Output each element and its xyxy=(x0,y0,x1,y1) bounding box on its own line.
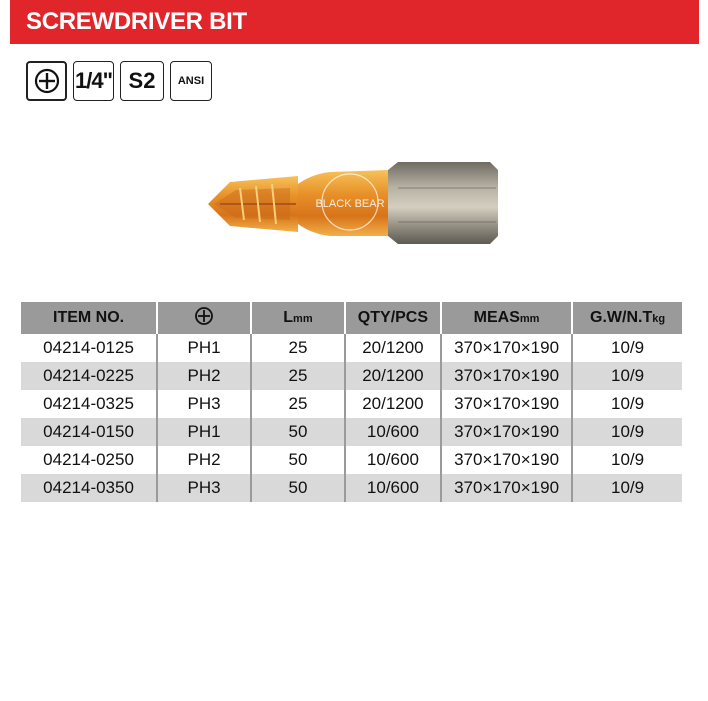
cell-meas: 370×170×190 xyxy=(441,418,572,446)
table-row xyxy=(21,362,682,390)
header-qty: QTY/PCS xyxy=(345,302,441,334)
material-badge: S2 xyxy=(120,61,164,101)
drive-size-badge: 1/4" xyxy=(73,61,114,101)
cell-item: 04214-0250 xyxy=(43,450,134,469)
cell-type: PH1 xyxy=(157,418,251,446)
cell-type: PH1 xyxy=(157,334,251,362)
cell-qty: 10/600 xyxy=(345,474,441,502)
cell-type: PH3 xyxy=(157,390,251,418)
cell-weight: 10/9 xyxy=(572,362,682,390)
phillips-cross-icon xyxy=(26,61,67,101)
cell-qty: 20/1200 xyxy=(345,362,441,390)
cell-weight: 10/9 xyxy=(572,474,682,502)
cell-length: 50 xyxy=(251,418,345,446)
cell-weight: 10/9 xyxy=(572,418,682,446)
cell-meas: 370×170×190 xyxy=(441,390,572,418)
cell-length: 25 xyxy=(251,362,345,390)
cell-weight: 10/9 xyxy=(572,446,682,474)
page-title: SCREWDRIVER BIT xyxy=(26,8,247,35)
table-row xyxy=(21,474,682,502)
table-row xyxy=(21,446,682,474)
cell-item: 04214-0225 xyxy=(21,362,157,390)
phillips-screwdriver-bit-image xyxy=(200,148,510,258)
cell-meas: 370×170×190 xyxy=(441,334,572,362)
header-meas: MEASmm xyxy=(441,302,572,334)
table-row xyxy=(21,390,682,418)
cell-qty: 20/1200 xyxy=(345,390,441,418)
cell-meas: 370×170×190 xyxy=(441,362,572,390)
cell-length: 50 xyxy=(251,474,345,502)
header-length: Lmm xyxy=(251,302,345,334)
cell-item: 04214-0325 xyxy=(43,394,134,413)
table-header-row xyxy=(21,302,682,334)
cell-item: 04214-0125 xyxy=(43,338,134,357)
cell-type: PH2 xyxy=(157,362,251,390)
cell-qty: 20/1200 xyxy=(345,334,441,362)
cell-qty: 10/600 xyxy=(345,446,441,474)
cell-meas: 370×170×190 xyxy=(441,446,572,474)
cell-weight: 10/9 xyxy=(572,334,682,362)
header-item-no: ITEM NO. xyxy=(21,302,157,334)
header-weight: G.W/N.Tkg xyxy=(572,302,682,334)
page-title-banner xyxy=(10,0,699,44)
cell-item: 04214-0350 xyxy=(21,474,157,502)
cell-item: 04214-0150 xyxy=(21,418,157,446)
cell-length: 50 xyxy=(251,446,345,474)
table-row xyxy=(21,334,682,362)
cell-type: PH2 xyxy=(157,446,251,474)
standard-badge: ANSI xyxy=(170,61,212,101)
cell-length: 25 xyxy=(251,334,345,362)
brand-watermark: BLACK BEAR xyxy=(315,198,385,210)
spec-badges xyxy=(26,61,212,103)
cell-length: 25 xyxy=(251,390,345,418)
cell-qty: 10/600 xyxy=(345,418,441,446)
cell-weight: 10/9 xyxy=(572,390,682,418)
header-type xyxy=(157,302,251,334)
phillips-cross-icon xyxy=(194,306,214,326)
product-spec-table xyxy=(21,302,682,502)
cell-meas: 370×170×190 xyxy=(441,474,572,502)
table-row xyxy=(21,418,682,446)
cell-type: PH3 xyxy=(157,474,251,502)
